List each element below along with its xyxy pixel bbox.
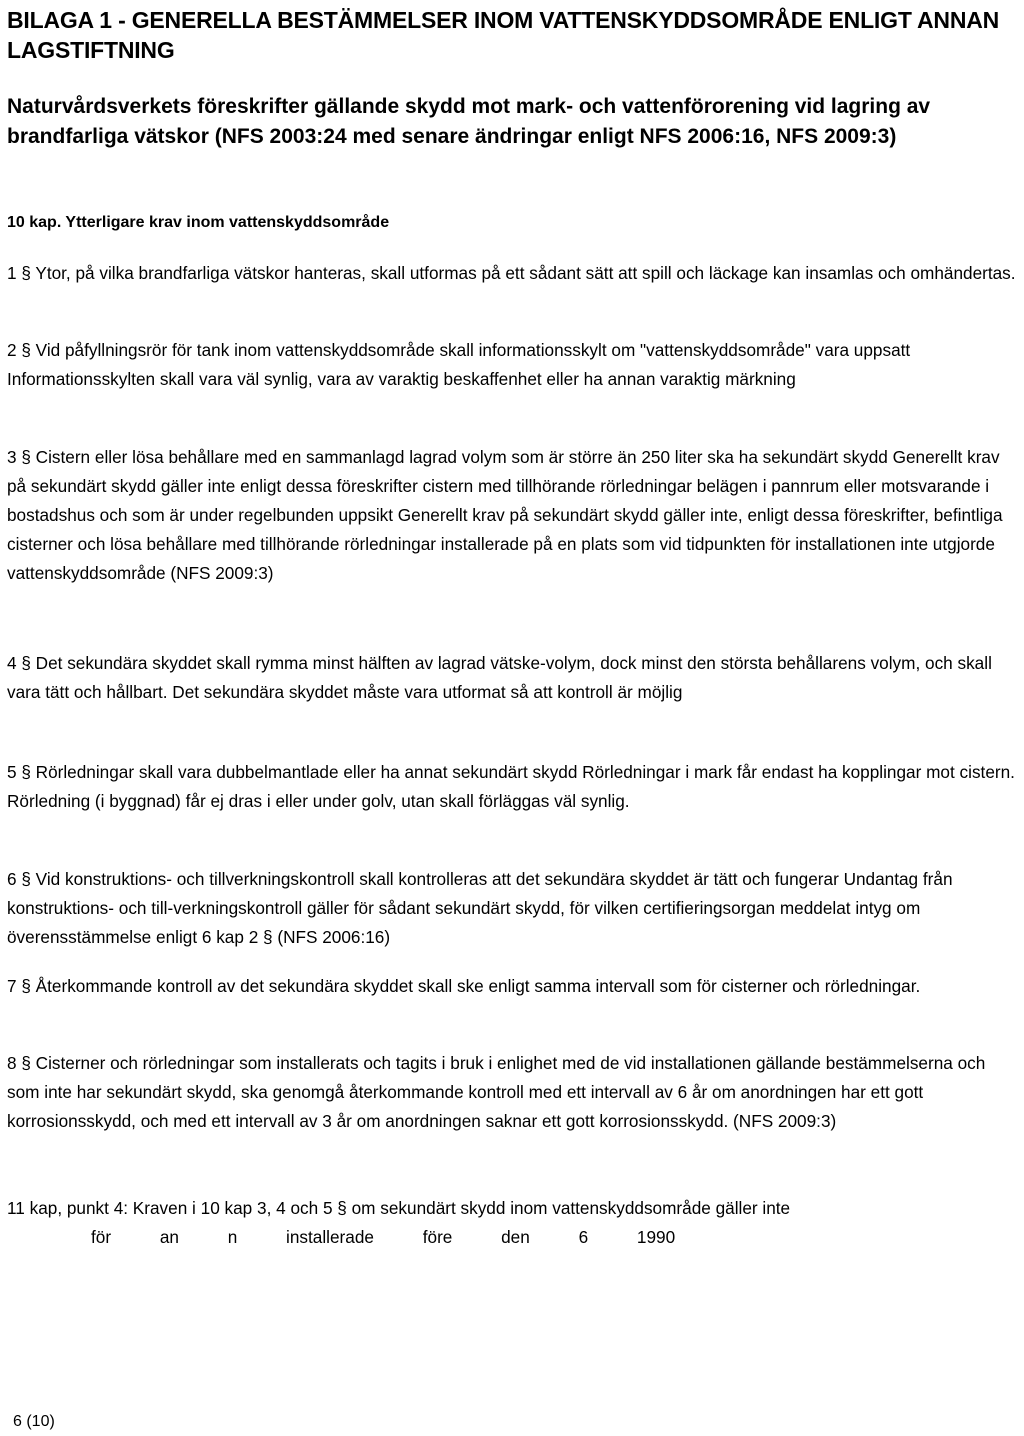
note-line-2: för an n installerade före den 6 1990 (91, 1227, 676, 1247)
paragraph-8: 8 § Cisterner och rörledningar som installerats och tagits i bruk i enlighet med de vid installationen gällande bestämmelserna och som inte har sekundärt skydd, ska genomgå återkommande kontroll med ett intervall av 6 år om anordningen har ett gott korrosionsskydd, och med ett intervall av 3 år om anordningen saknar ett gott korrosionsskydd. (NFS 2009:3) (7, 1053, 986, 1131)
paragraph-4: 4 § Det sekundära skyddet skall rymma minst hälften av lagrad vätske-volym, dock minst den största behållarens volym, och skall vara tätt och hållbart. Det sekundära skyddet måste vara utformat så att kontroll är möjlig (7, 653, 992, 702)
note-line-1: 11 kap, punkt 4: Kraven i 10 kap 3, 4 och 5 § om sekundärt skydd inom vattenskyddsområde gäller inte (7, 1198, 791, 1218)
document-page (7, 0, 1024, 1436)
regulation-title: Naturvårdsverkets föreskrifter gällande skydd mot mark- och vattenförorening vid lagring av brandfarliga vätskor (NFS 2003:24 med senare ändringar enligt NFS 2006:16, NFS 2009:3) (7, 95, 931, 148)
chapter-11-note (7, 1194, 1022, 1252)
page-number: 6 (10) (13, 1413, 55, 1430)
paragraph-3: 3 § Cistern eller lösa behållare med en sammanlagd lagrad volym som är större än 250 liter ska ha sekundärt skydd Generellt krav på sekundärt skydd gäller inte enligt dessa föreskrifter cistern med tillhörande rörledningar belägen i pannrum eller motsvarande i bostadshus och som är under regelbunden uppsikt Generellt krav på sekundärt skydd gäller inte, enligt dessa föreskrifter, befintliga cisterner och lösa behållare med tillhörande rörledningar installerade på en plats som vid tidpunkten för installationen inte utgjorde vattenskyddsområde (NFS 2009:3) (7, 447, 1003, 583)
document-heading: BILAGA 1 - GENERELLA BESTÄMMELSER INOM VATTENSKYDDSOMRÅDE ENLIGT ANNAN LAGSTIFTNING (7, 7, 1000, 63)
paragraph-7: 7 § Återkommande kontroll av det sekundära skyddet skall ske enligt samma intervall som för cisterner och rörledningar. (7, 976, 921, 996)
paragraph-6: 6 § Vid konstruktions- och tillverkningskontroll skall kontrolleras att det sekundära skyddet är tätt och fungerar Undantag från konstruktions- och till-verkningskontroll gäller för sådant sekundärt skydd, för vilken certifieringsorgan meddelat intyg om överensstämmelse enligt 6 kap 2 § (NFS 2006:16) (7, 869, 953, 947)
paragraph-2: 2 § Vid påfyllningsrör för tank inom vattenskyddsområde skall informationsskylt om "vattenskyddsområde" vara uppsatt Informationsskylten skall vara väl synlig, vara av varaktig beskaffenhet eller ha annan varaktig märkning (7, 340, 911, 389)
chapter-title: 10 kap. Ytterligare krav inom vattenskyddsområde (7, 214, 390, 231)
paragraph-1: 1 § Ytor, på vilka brandfarliga vätskor hanteras, skall utformas på ett sådant sätt att spill och läckage kan insamlas och omhändertas. (7, 263, 1016, 283)
paragraph-5: 5 § Rörledningar skall vara dubbelmantlade eller ha annat sekundärt skydd Rörledningar i mark får endast ha kopplingar mot cistern. Rörledning (i byggnad) får ej dras i eller under golv, utan skall förläggas väl synlig. (7, 762, 1015, 811)
